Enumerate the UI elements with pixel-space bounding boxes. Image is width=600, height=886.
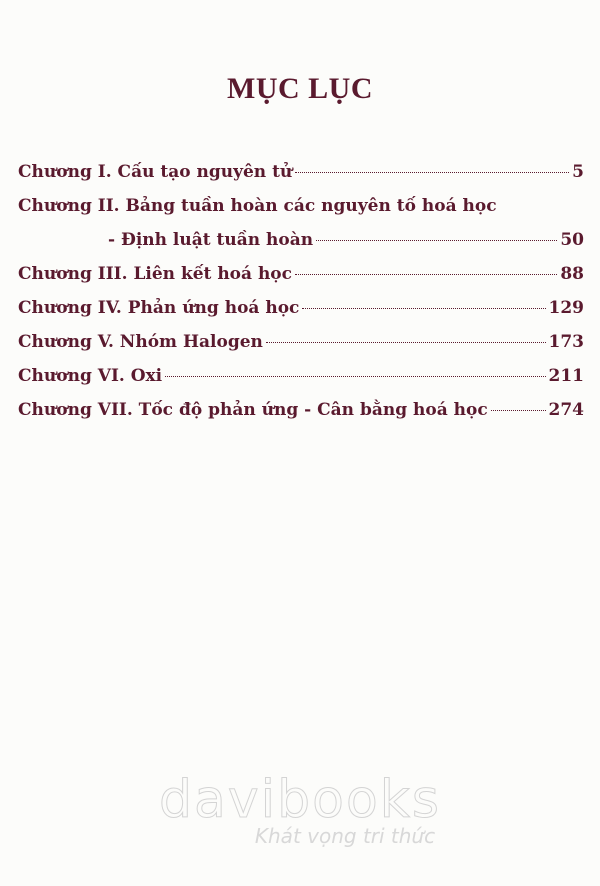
dot-leader	[266, 342, 546, 343]
dot-leader	[316, 240, 557, 241]
toc-entry-chapter-3	[18, 264, 584, 298]
toc-entry-page: 211	[548, 366, 584, 386]
toc-entry-label: Chương VII. Tốc độ phản ứng - Cân bằng hoá học	[18, 400, 488, 420]
watermark-tagline: Khát vọng tri thức	[254, 824, 436, 848]
watermark	[0, 772, 600, 848]
dot-leader	[295, 274, 557, 275]
toc-entry-label: Chương III. Liên kết hoá học	[18, 264, 293, 284]
toc-entry-chapter-1	[18, 162, 584, 196]
watermark-brand: davibooks	[159, 770, 441, 830]
toc-entry-label: Chương V. Nhóm Halogen	[18, 332, 263, 352]
toc-entry-chapter-6	[18, 366, 584, 400]
toc-entry-label: - Định luật tuần hoàn	[108, 230, 314, 250]
toc-entry-label: Chương VI. Oxi	[18, 366, 163, 386]
table-of-contents	[18, 162, 584, 434]
dot-leader	[295, 172, 569, 173]
toc-entry-label: Chương II. Bảng tuần hoàn các nguyên tố hoá học	[18, 196, 497, 216]
dot-leader	[165, 376, 545, 377]
toc-entry-page: 50	[560, 230, 584, 250]
toc-entry-page: 5	[572, 162, 584, 182]
toc-entry-chapter-4	[18, 298, 584, 332]
dot-leader	[491, 410, 546, 411]
toc-entry-chapter-5	[18, 332, 584, 366]
toc-entry-label: Chương I. Cấu tạo nguyên tử	[18, 162, 293, 182]
dot-leader	[302, 308, 545, 309]
page-title: MỤC LỤC	[227, 72, 373, 105]
toc-entry-chapter-7	[18, 400, 584, 434]
toc-entry-page: 173	[548, 332, 584, 352]
toc-entry-chapter-2	[18, 196, 584, 230]
toc-entry-page: 88	[560, 264, 584, 284]
toc-entry-label: Chương IV. Phản ứng hoá học	[18, 298, 300, 318]
toc-entry-page: 129	[548, 298, 584, 318]
toc-entry-chapter-2-continued	[18, 230, 584, 264]
toc-entry-page: 274	[548, 400, 584, 420]
